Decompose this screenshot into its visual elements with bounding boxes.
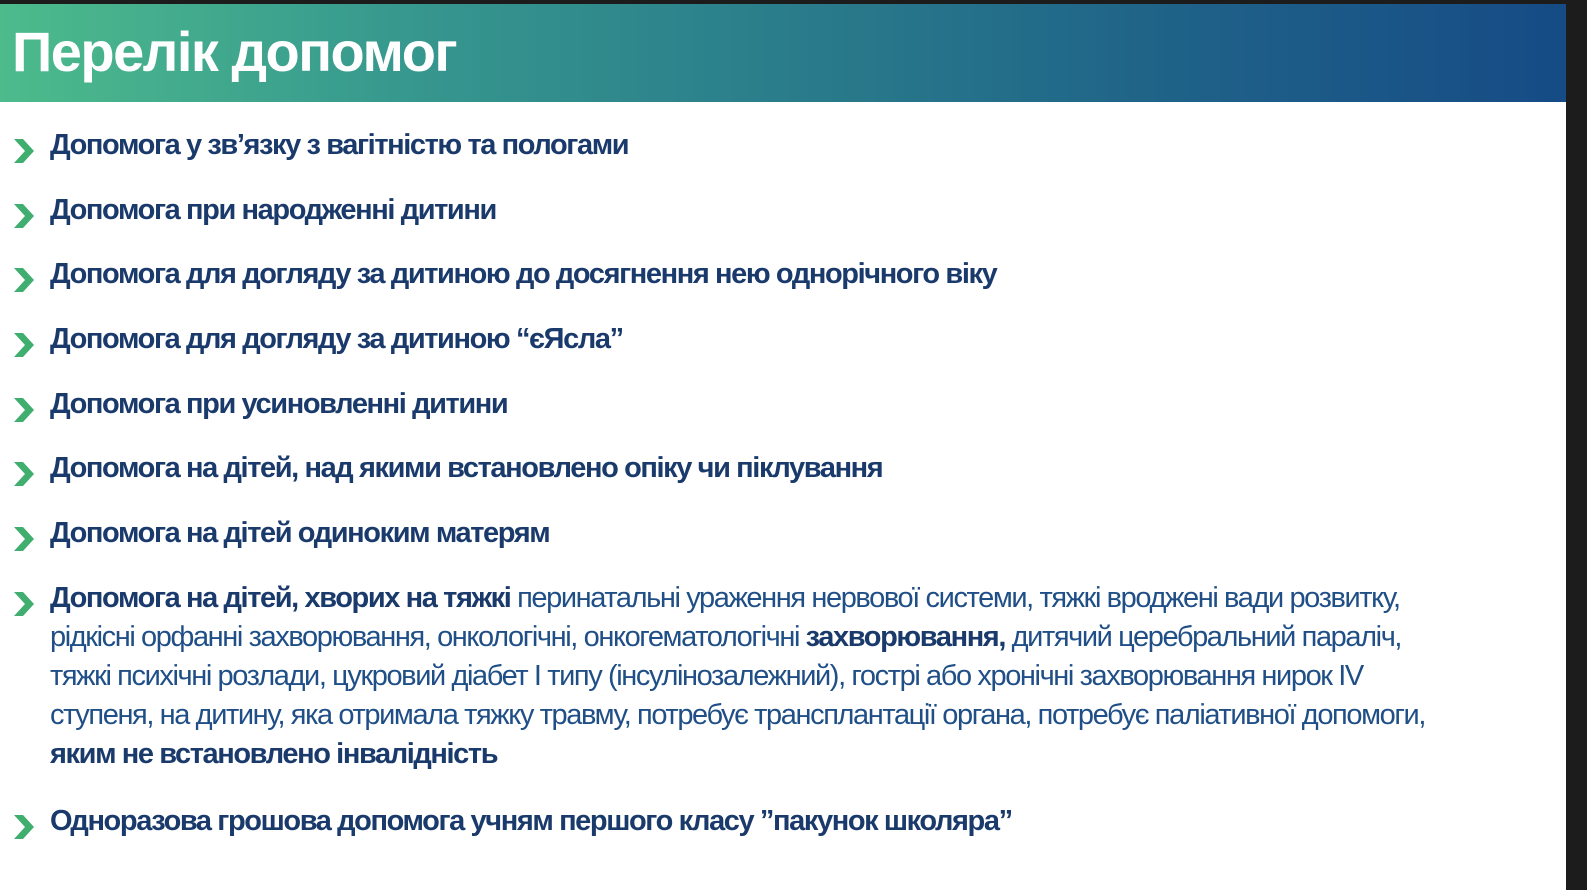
normal-phrase: перинатальні ураження нервової системи, тяжкі вроджені вади розвитку, xyxy=(510,582,1400,614)
list-item-text: Допомога у зв’язку з вагітністю та пологами xyxy=(50,129,629,161)
chevron-right-icon xyxy=(12,331,36,359)
chevron-right-icon xyxy=(12,137,36,165)
slide xyxy=(0,4,1566,890)
bold-phrase: захворювання, xyxy=(805,621,1005,653)
list-item-text: Одноразова грошова допомога учням першого класу ”пакунок школяра” xyxy=(50,805,1012,837)
chevron-right-icon xyxy=(12,396,36,424)
normal-phrase: тяжкі психічні розлади, цукровий діабет І типу (інсулінозалежний), гострі або хронічні захворювання нирок IV xyxy=(50,660,1363,692)
chevron-right-icon xyxy=(12,266,36,294)
text-line xyxy=(50,657,1555,696)
list-item-text: Допомога на дітей, над якими встановлено опіку чи піклування xyxy=(50,452,883,484)
text-line xyxy=(50,696,1555,735)
chevron-right-icon xyxy=(12,590,36,618)
list-item-text: Допомога для догляду за дитиною до досягнення нею однорічного віку xyxy=(50,258,997,290)
text-line xyxy=(50,579,1555,618)
bold-phrase: Допомога на дітей, хворих на тяжкі xyxy=(50,582,511,614)
chevron-right-icon xyxy=(12,525,36,553)
normal-phrase: дитячий церебральний параліч, xyxy=(1005,621,1402,653)
title-banner xyxy=(0,4,1566,102)
chevron-right-icon xyxy=(12,460,36,488)
bold-phrase: яким не встановлено інвалідність xyxy=(50,738,498,770)
list-item-text: Допомога при народженні дитини xyxy=(50,194,496,226)
list-item-text: Допомога на дітей одиноким матерям xyxy=(50,517,550,549)
chevron-right-icon xyxy=(12,202,36,230)
text-line xyxy=(50,735,1555,774)
page-title: Перелік допомог xyxy=(12,20,457,83)
text-line xyxy=(50,618,1555,657)
list-item-text xyxy=(50,579,1555,774)
list-item-text: Допомога для догляду за дитиною “єЯсла” xyxy=(50,323,623,355)
normal-phrase: ступеня, на дитину, яка отримала тяжку травму, потребує трансплантації органа, потребує паліативної допомоги, xyxy=(50,699,1425,731)
normal-phrase: рідкісні орфанні захворювання, онкологічні, онкогематологічні xyxy=(50,621,806,653)
chevron-right-icon xyxy=(12,813,36,841)
list-item-text: Допомога при усиновленні дитини xyxy=(50,388,508,420)
